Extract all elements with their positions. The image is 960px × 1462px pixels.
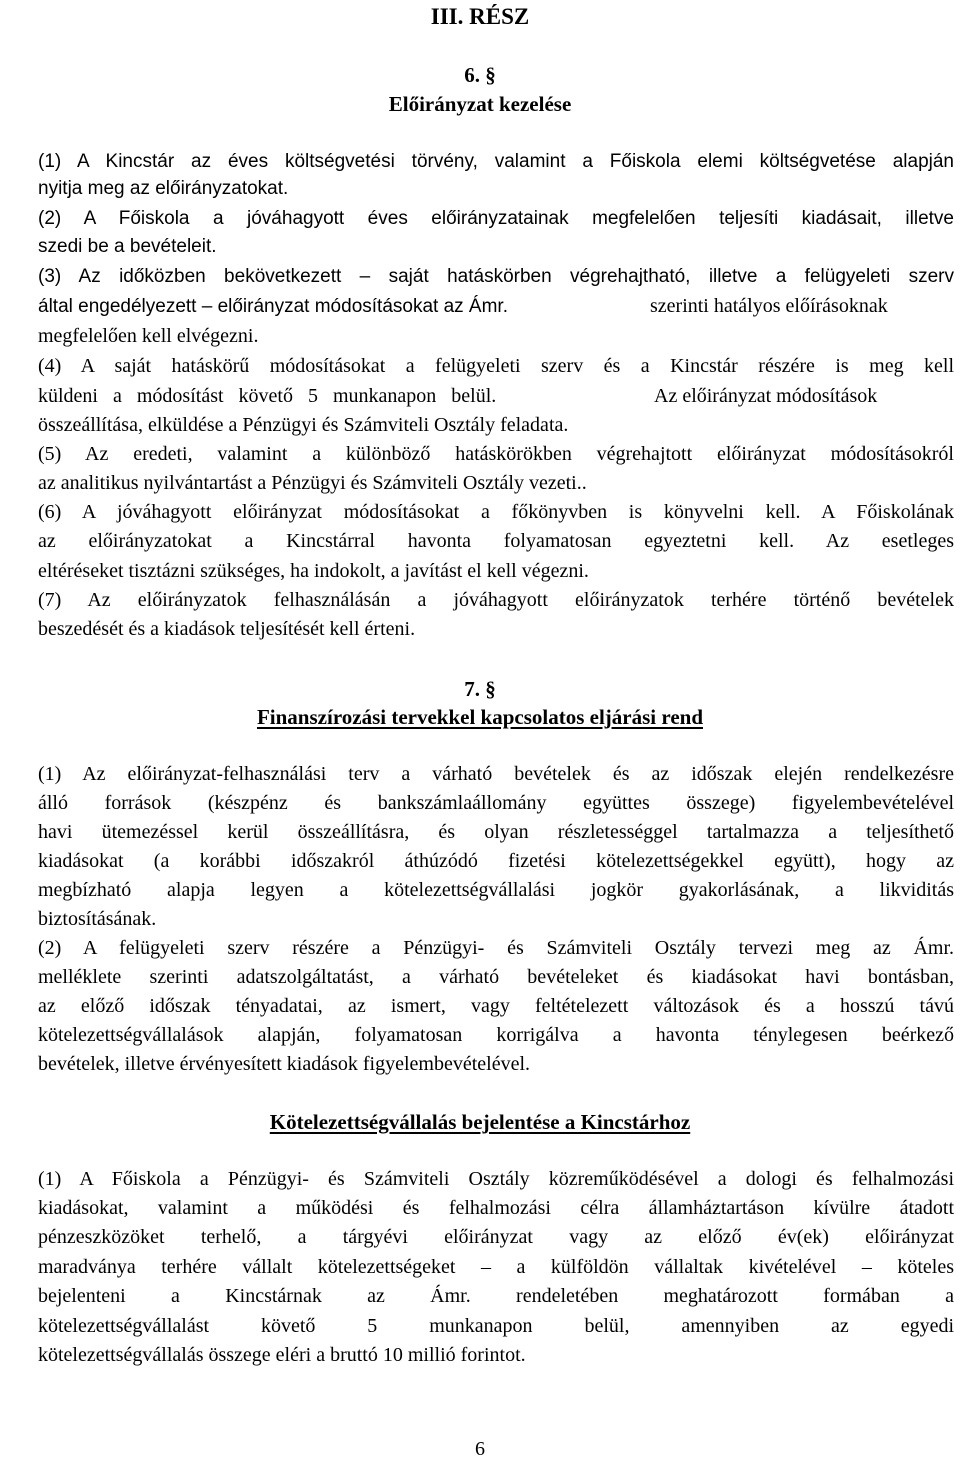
c-line-2: kiadásokat, valamint a működési és felhalmozási célra államháztartáson kívülre átadott	[38, 1197, 954, 1219]
s6-line-11: (5) Az eredeti, valamint a különböző hatáskörökben végrehajtott előirányzat módosításokról	[38, 443, 954, 465]
s7-line-3: havi ütemezéssel kerül összeállításra, és olyan részletességgel tartalmazza a teljesíthető	[38, 821, 954, 843]
s6-line-9b: Az előirányzat módosítások	[654, 385, 878, 407]
s7-line-10: kötelezettségvállalások alapján, folyamatosan korrigálva a havonta ténylegesen beérkező	[38, 1024, 954, 1046]
s6-line-6a: által engedélyezett – előirányzat módosításokat az Ámr.	[38, 296, 508, 317]
section-7-title: Finanszírozási tervekkel kapcsolatos eljárási rend	[256, 705, 704, 729]
section-6-number: 6. §	[464, 63, 496, 87]
s6-line-7: megfelelően kell elvégezni.	[38, 325, 259, 347]
s7-line-4: kiadásokat (a korábbi időszakról áthúzódó fizetési kötelezettségekkel együtt), hogy az	[38, 850, 954, 872]
page-number: 6	[475, 1438, 485, 1460]
c-line-4: maradványa terhére vállalt kötelezettségeket – a külföldön vállaltak kivételével – köteles	[38, 1256, 954, 1278]
c-line-1: (1) A Főiskola a Pénzügyi- és Számviteli Osztály közreműködésével a dologi és felhalmozási	[38, 1168, 954, 1190]
part-heading: III. RÉSZ	[430, 4, 530, 29]
s7-line-8: melléklete szerinti adatszolgáltatást, a várható bevételeket és kiadásokat havi bontásban,	[38, 966, 954, 988]
s7-line-11: bevételek, illetve érvényesített kiadások figyelembevételével.	[38, 1053, 531, 1075]
s6-line-8: (4) A saját hatáskörű módosításokat a felügyeleti szerv és a Kincstár részére is meg kell	[38, 355, 954, 377]
section-7-number: 7. §	[464, 677, 496, 701]
s6-line-12: az analitikus nyilvántartást a Pénzügyi és Számviteli Osztály vezeti..	[38, 472, 587, 494]
s7-line-5: megbízható alapja legyen a kötelezettségvállalási jogkör gyakorlásának, a likviditás	[38, 879, 954, 901]
section-6-title: Előirányzat kezelése	[388, 92, 572, 116]
c-line-7: kötelezettségvállalás összege eléri a bruttó 10 millió forintot.	[38, 1344, 526, 1366]
s6-line-15: eltéréseket tisztázni szükséges, ha indokolt, a javítást el kell végezni.	[38, 560, 589, 582]
c-line-3: pénzeszközöket terhelő, a tárgyévi előirányzat vagy az előző év(ek) előirányzat	[38, 1226, 954, 1248]
s6-line-6b: szerinti hatályos előírásoknak	[650, 295, 888, 317]
s7-line-7: (2) A felügyeleti szerv részére a Pénzügyi- és Számviteli Osztály tervezi meg az Ámr.	[38, 937, 954, 959]
s6-line-5: (3) Az időközben bekövetkezett – saját hatáskörben végrehajtható, illetve a felügyeleti szerv	[38, 266, 954, 287]
commitment-title: Kötelezettségvállalás bejelentése a Kincstárhoz	[269, 1110, 691, 1134]
s6-line-16: (7) Az előirányzatok felhasználásán a jóváhagyott előirányzatok terhére történő bevételek	[38, 589, 954, 611]
s6-line-1: (1) A Kincstár az éves költségvetési törvény, valamint a Főiskola elemi költségvetése alapján	[38, 151, 954, 172]
s6-line-10: összeállítása, elküldése a Pénzügyi és Számviteli Osztály feladata.	[38, 414, 569, 436]
c-line-5: bejelenteni a Kincstárnak az Ámr. rendeletében meghatározott formában a	[38, 1285, 954, 1307]
s7-line-1: (1) Az előirányzat-felhasználási terv a várható bevételek és az időszak elején rendelkezésre	[38, 763, 954, 785]
s6-line-17: beszedését és a kiadások teljesítését kell érteni.	[38, 618, 416, 640]
s7-line-2: álló források (készpénz és bankszámlaállomány együttes összege) figyelembevételével	[38, 792, 954, 814]
s7-line-6: biztosításának.	[38, 908, 157, 930]
s6-line-2: nyitja meg az előirányzatokat.	[38, 178, 289, 199]
s6-line-3: (2) A Főiskola a jóváhagyott éves előirányzatainak megfelelően teljesíti kiadásait, illetve	[38, 208, 954, 229]
c-line-6: kötelezettségvállalást követő 5 munkanapon belül, amennyiben az egyedi	[38, 1315, 954, 1337]
s6-line-13: (6) A jóváhagyott előirányzat módosításokat a főkönyvben is könyvelni kell. A Főiskolának	[38, 501, 954, 523]
s6-line-4: szedi be a bevételeit.	[38, 236, 217, 257]
s7-line-9: az előző időszak tényadatai, az ismert, vagy feltételezett változások és a hosszú távú	[38, 995, 954, 1017]
s6-line-14: az előirányzatokat a Kincstárral havonta folyamatosan egyeztetni kell. Az esetleges	[38, 530, 954, 552]
s6-line-9a: küldeni a módosítást követő 5 munkanapon belül.	[38, 385, 497, 407]
